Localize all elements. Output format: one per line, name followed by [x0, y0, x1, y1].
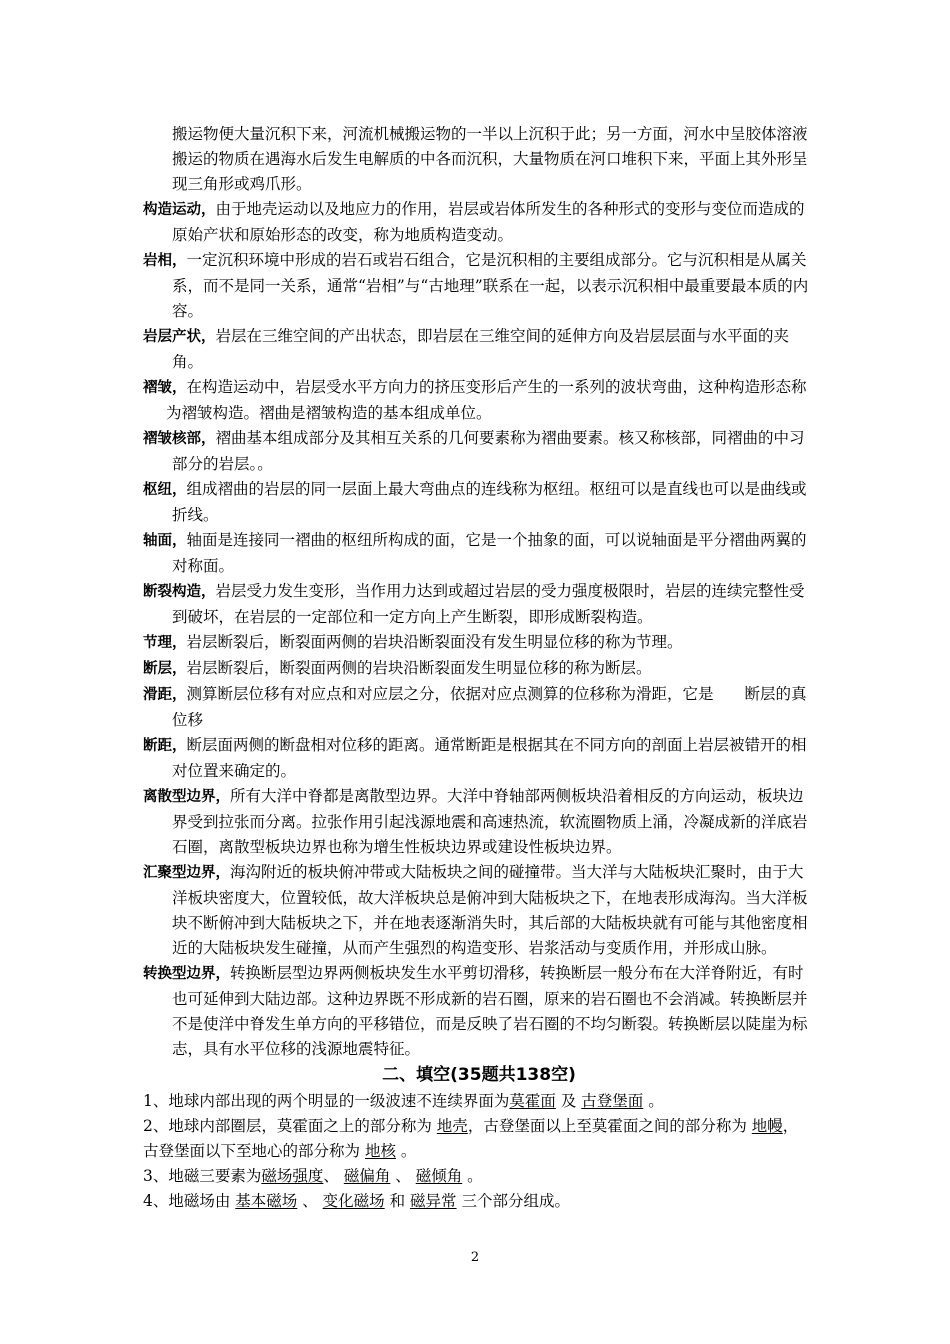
page-body: [143, 122, 815, 1214]
answer-blank: 磁场强度: [261, 1167, 324, 1185]
fill-blank-item: [143, 1164, 815, 1189]
definition-item: [143, 528, 815, 579]
question-text: 。: [643, 1092, 664, 1110]
definition-item: [143, 197, 815, 248]
definition-item: [143, 375, 815, 426]
definition-list: [143, 197, 815, 1062]
definition-text: 断层面两侧的断盘相对位移的距离。通常断距是根据其在不同方向的剖面上岩层被错开的相对位置来确定的。: [172, 736, 807, 780]
definition-text: 岩层在三维空间的产出状态，即岩层在三维空间的延伸方向及岩层层面与水平面的夹角。: [172, 327, 790, 371]
question-text: 2、地球内部圈层，莫霍面之上的部分称为: [143, 1117, 437, 1135]
definition-term: 离散型边界，: [143, 789, 230, 805]
definition-term: 断层，: [143, 661, 187, 677]
question-text: 。: [462, 1167, 483, 1185]
definition-item: [143, 656, 815, 682]
question-text: ，古登堡面以上至莫霍面之间的部分称为: [467, 1117, 752, 1135]
answer-blank: 磁异常: [410, 1192, 457, 1210]
definition-item: [143, 630, 815, 656]
definition-term: 褶皱核部，: [143, 431, 216, 447]
intro-continuation: 搬运物便大量沉积下来，河流机械搬运物的一半以上沉积于此；另一方面，河水中呈胶体溶液搬运的物质在遇海水后发生电解质的中各而沉积，大量物质在河口堆积下来，平面上其外形呈现三角形或鸡爪形。: [172, 125, 808, 193]
definition-term: 转换型边界，: [143, 966, 230, 982]
question-text: 1、地球内部出现的两个明显的一级波速不连续界面为: [143, 1092, 510, 1110]
answer-blank: 莫霍面: [509, 1092, 556, 1110]
definition-text: 岩层受力发生变形，当作用力达到或超过岩层的受力强度极限时，岩层的连续完整性受到破坏，在岩层的一定部位和一定方向上产生断裂，即形成断裂构造。: [172, 582, 805, 626]
answer-blank: 古登堡面: [581, 1092, 644, 1110]
fill-blank-list: [143, 1089, 815, 1214]
question-text: 、: [390, 1167, 416, 1185]
definition-text: 由于地壳运动以及地应力的作用，岩层或岩体所发生的各种形式的变形与变位而造成的原始产状和原始形态的改变，称为地质构造变动。: [172, 200, 805, 244]
definition-item: [143, 477, 815, 528]
page-number: 2: [470, 1250, 480, 1265]
fill-blank-item: [143, 1114, 815, 1164]
section-title: 二、填空(35题共138空): [382, 1065, 576, 1085]
question-text: 及: [555, 1092, 582, 1110]
definition-term: 断裂构造，: [143, 584, 216, 600]
definition-term: 构造运动，: [143, 202, 216, 218]
definition-text: 褶曲基本组成部分及其相互关系的几何要素称为褶曲要素。核又称核部，同褶曲的中习部分的岩层。。: [172, 429, 805, 473]
definition-term: 岩层产状，: [143, 329, 216, 345]
fill-blank-item: [143, 1189, 815, 1214]
answer-blank: 磁倾角: [415, 1167, 463, 1185]
question-text: 3、地磁三要素为: [143, 1167, 262, 1185]
definition-text: 在构造运动中，岩层受水平方向力的挤压变形后产生的一系列的波状弯曲，这种构造形态称为褶皱构造。褶曲是褶皱构造的基本组成单位。: [166, 378, 807, 422]
question-text: 和: [384, 1192, 411, 1210]
answer-blank: 基本磁场: [235, 1192, 298, 1210]
definition-item: [143, 784, 815, 860]
definition-text: 测算断层位移有对应点和对应层之分，依据对应点测算的位移称为滑距，它是 断层的真位移: [172, 685, 807, 729]
definition-text: 组成褶曲的岩层的同一层面上最大弯曲点的连线称为枢纽。枢纽可以是直线也可以是曲线或折线。: [172, 480, 807, 524]
definition-term: 断距，: [143, 738, 187, 754]
definition-term: 轴面，: [143, 533, 187, 549]
question-text: 三个部分组成。: [456, 1192, 570, 1210]
definition-item: [143, 682, 815, 733]
definition-text: 岩层断裂后，断裂面两侧的岩块沿断裂面发生明显位移的称为断层。: [186, 659, 652, 677]
answer-blank: 变化磁场: [322, 1192, 385, 1210]
definition-text: 一定沉积环境中形成的岩石或岩石组合，它是沉积相的主要组成部分。它与沉积相是从属关系，而不是同一关系，通常“岩相”与“古地理”联系在一起，以表示沉积相中最重要最本质的内容。: [172, 251, 809, 320]
definition-item: [143, 733, 815, 784]
definition-item: [143, 248, 815, 324]
question-text: 、: [297, 1192, 323, 1210]
definition-term: 褶皱，: [143, 380, 187, 396]
answer-blank: 地核: [364, 1142, 396, 1160]
question-text: 4、地磁场由: [143, 1192, 236, 1210]
definition-item: [143, 426, 815, 477]
fill-blank-item: [143, 1089, 815, 1114]
definition-item: [143, 961, 815, 1062]
definition-text: 所有大洋中脊都是离散型边界。大洋中脊轴部两侧板块沿着相反的方向运动，板块边界受到拉张而分离。拉张作用引起浅源地震和高速热流，软流圈物质上涌，冷凝成新的洋底岩石圈，离散型板块边界也称为增生性板块边界或建设性板块边界。: [172, 787, 808, 856]
definition-text: 轴面是连接同一褶曲的枢纽所构成的面，它是一个抽象的面，可以说轴面是平分褶曲两翼的对称面。: [172, 531, 807, 575]
definition-text: 岩层断裂后，断裂面两侧的岩块沿断裂面没有发生明显位移的称为节理。: [186, 633, 683, 651]
definition-term: 枢纽，: [143, 482, 187, 498]
answer-blank: 地幔: [751, 1117, 783, 1135]
definition-term: 岩相，: [143, 253, 187, 269]
question-text: 。: [395, 1142, 417, 1160]
question-text: ， 古登堡面以下至地心的部分称为: [143, 1117, 799, 1160]
answer-blank: 磁偏角: [343, 1167, 391, 1185]
definition-text: 海沟附近的板块俯冲带或大陆板块之间的碰撞带。当大洋与大陆板块汇聚时，由于大洋板块密度大，位置较低，故大洋板块总是俯冲到大陆板块之下，在地表形成海沟。当大洋板块不断俯冲到大陆板块之下，并在地表逐渐消失时，其后部的大陆板块就有可能与其他密度相近的大陆板块发生碰撞，从而产生强烈的构造变形、岩浆活动与变质作用，并形成山脉。: [172, 863, 808, 957]
definition-item: [143, 579, 815, 630]
question-text: 、: [323, 1167, 344, 1185]
definition-term: 节理，: [143, 635, 187, 651]
definition-item: [143, 324, 815, 375]
answer-blank: 地壳: [436, 1117, 468, 1135]
definition-item: [143, 860, 815, 961]
definition-text: 转换断层型边界两侧板块发生水平剪切滑移，转换断层一般分布在大洋脊附近，有时也可延伸到大陆边部。这种边界既不形成新的岩石圈，原来的岩石圈也不会消减。转换断层并不是使洋中脊发生单方向的平移错位，而是反映了岩石圈的不均匀断裂。转换断层以陡崖为标志，具有水平位移的浅源地震特征。: [172, 964, 808, 1058]
definition-term: 滑距，: [143, 687, 187, 703]
definition-term: 汇聚型边界，: [143, 865, 230, 881]
